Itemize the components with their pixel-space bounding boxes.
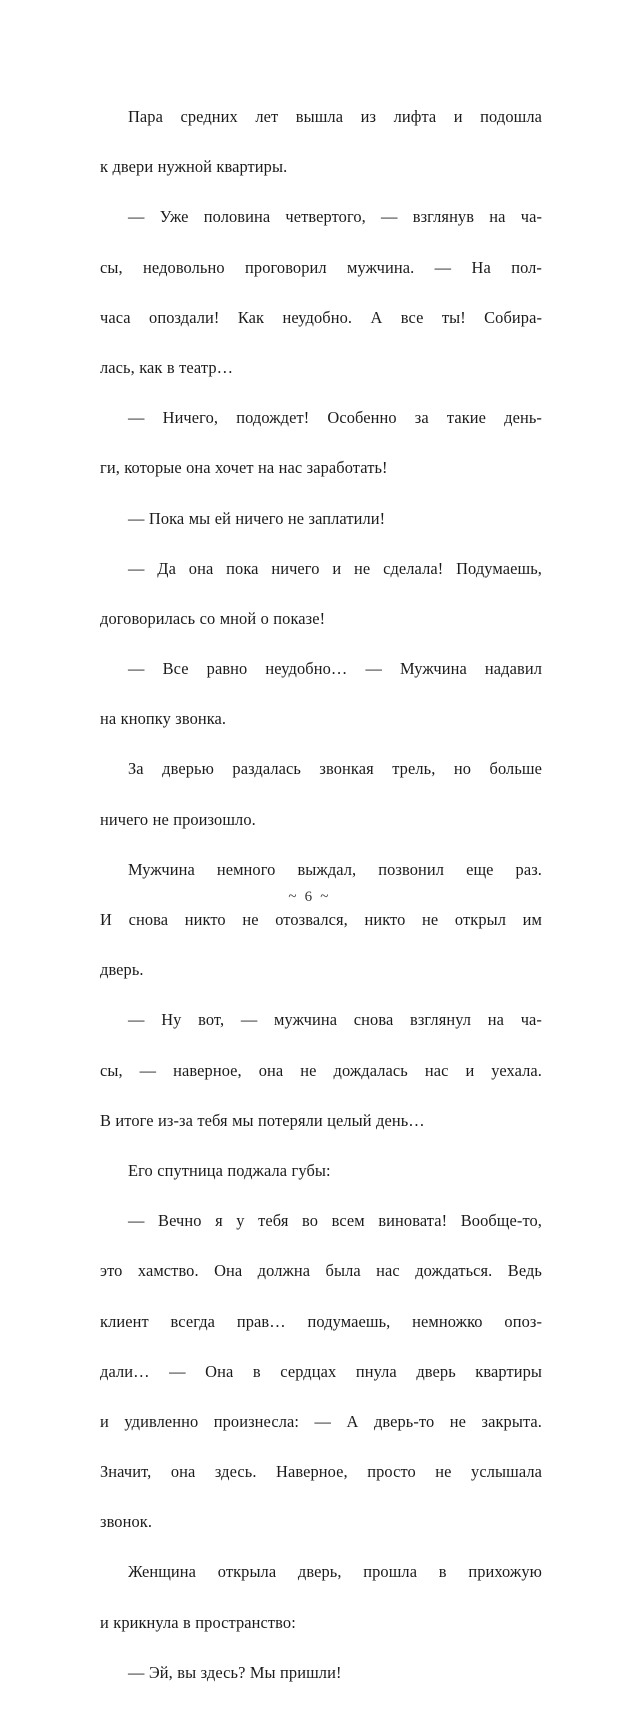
text-line: Женщина открыла дверь, прошла в прихожую [128, 1562, 542, 1582]
text-line: к двери нужной квартиры. [100, 157, 288, 177]
paragraph [100, 1559, 542, 1659]
text-line: ги, которые она хочет на нас заработать! [100, 458, 388, 478]
text-line: сы, — наверное, она не дождалась нас и уехала. [100, 1060, 542, 1080]
text-line: ничего не произошло. [100, 809, 256, 829]
text-line: За дверью раздалась звонкая трель, но больше [128, 759, 542, 779]
text-line: — Вечно я у тебя во всем виновата! Вообще-то, [128, 1211, 542, 1231]
paragraph [100, 405, 542, 505]
paragraph [100, 1007, 542, 1158]
text-line: — Ничего, подождет! Особенно за такие день- [128, 408, 542, 428]
paragraph [100, 506, 542, 556]
page-text-block [100, 104, 542, 1710]
text-line: на кнопку звонка. [100, 709, 227, 729]
text-line: В итоге из-за тебя мы потеряли целый день… [100, 1110, 425, 1130]
text-line: — Да она пока ничего и не сделала! Подумаешь, [128, 558, 542, 578]
text-line: сы, недовольно проговорил мужчина. — На пол- [100, 257, 542, 277]
paragraph [100, 1158, 542, 1208]
text-line: Значит, она здесь. Наверное, просто не услышала [100, 1462, 542, 1482]
text-line: звонок. [100, 1512, 153, 1532]
text-line: И снова никто не отозвался, никто не открыл им [100, 910, 542, 929]
text-line: — Пока мы ей ничего не заплатили! [128, 508, 386, 528]
text-line: лась, как в театр… [100, 357, 234, 377]
text-line: это хамство. Она должна была нас дождаться. Ведь [100, 1261, 542, 1281]
text-line: — Ну вот, — мужчина снова взглянул на ча- [128, 1010, 542, 1030]
text-line: — Уже половина четвертого, — взглянув на ча- [128, 207, 542, 227]
text-line: дали… — Она в сердцах пнула дверь квартиры [100, 1361, 542, 1381]
text-line: и крикнула в пространство: [100, 1612, 296, 1632]
paragraph [100, 756, 542, 856]
text-line: клиент всегда прав… подумаешь, немножко опоз- [100, 1311, 542, 1331]
text-line: — Эй, вы здесь? Мы пришли! [128, 1662, 342, 1682]
text-line: часа опоздали! Как неудобно. А все ты! Собира- [100, 307, 542, 327]
text-line: Пара средних лет вышла из лифта и подошла [128, 107, 542, 126]
paragraph [100, 556, 542, 656]
page-number-folio: ~ 6 ~ [288, 889, 331, 905]
text-line: — Все равно неудобно… — Мужчина надавил [128, 659, 542, 679]
text-line: Мужчина немного выждал, позвонил еще раз. [128, 859, 542, 879]
text-line: Его спутница поджала губы: [128, 1160, 331, 1180]
text-line: дверь. [100, 960, 144, 980]
paragraph [100, 104, 542, 204]
text-line: договорилась со мной о показе! [100, 608, 326, 628]
paragraph [100, 1208, 542, 1559]
paragraph [100, 1660, 542, 1710]
paragraph [100, 857, 542, 1008]
text-line: и удивленно произнесла: — А дверь-то не закрыта. [100, 1411, 542, 1431]
paragraph [100, 204, 542, 405]
paragraph [100, 656, 542, 756]
